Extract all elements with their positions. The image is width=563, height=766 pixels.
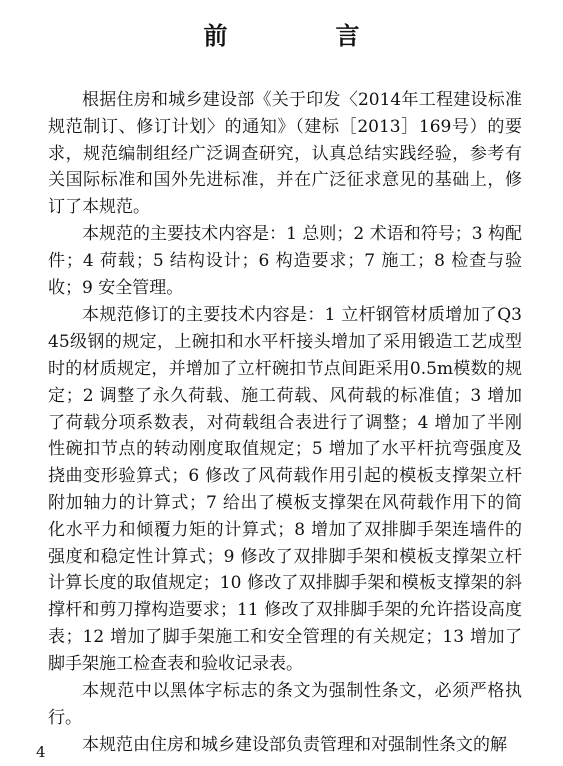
page-title: 前 言 <box>203 22 402 50</box>
paragraph-mandatory: 本规范中以黑体字标志的条文为强制性条文，必须严格执行。 <box>48 681 522 728</box>
paragraph-revisions: 本规范修订的主要技术内容是：1 立杆钢管材质增加了Q345级钢的规定，上碗扣和水平杆接头增加了采用锻造工艺成型时的材质规定，并增加了立杆碗扣节点间距采用0.5m模数的规定；2 调整了永久荷载、施工荷载、风荷载的标准值；3 增加了荷载分项系数表，对荷载组合表进行了调整；4 增加了半刚性碗扣节点的转动刚度取值规定；5 增加了水平杆抗弯强度及挠曲变形验算式；6 修改了风荷载作用引起的模板支撑架立杆附加轴力的计算式；7 给出了模板支撑架在风荷载作用下的简化水平力和倾覆力矩的计算式；8 增加了双排脚手架连墙件的强度和稳定性计算式；9 修改了双排脚手架和模板支撑架立杆计算长度的取值规定；10 修改了双排脚手架和模板支撑架的斜撑杆和剪刀撑构造要求；11 修改了双排脚手架的允许搭设高度表；12 增加了脚手架施工和安全管理的有关规定；13 增加了脚手架施工检查表和验收记录表。 <box>48 305 522 674</box>
paragraph-basis: 根据住房和城乡建设部《关于印发〈2014年工程建设标准规范制订、修订计划〉的通知》（建标［2013］169号）的要求，规范编制组经广泛调查研究，认真总结实践经验，参考有关国际标准和国外先进标准，并在广泛征求意见的基础上，修订了本规范。 <box>48 90 522 218</box>
paragraph-main-content: 本规范的主要技术内容是：1 总则；2 术语和符号；3 构配件；4 荷载；5 结构设计；6 构造要求；7 施工；8 检查与验收；9 安全管理。 <box>48 224 522 299</box>
body-text <box>48 87 522 759</box>
page-number: 4 <box>36 743 46 761</box>
paragraph-management: 本规范由住房和城乡建设部负责管理和对强制性条文的解 <box>82 735 507 756</box>
